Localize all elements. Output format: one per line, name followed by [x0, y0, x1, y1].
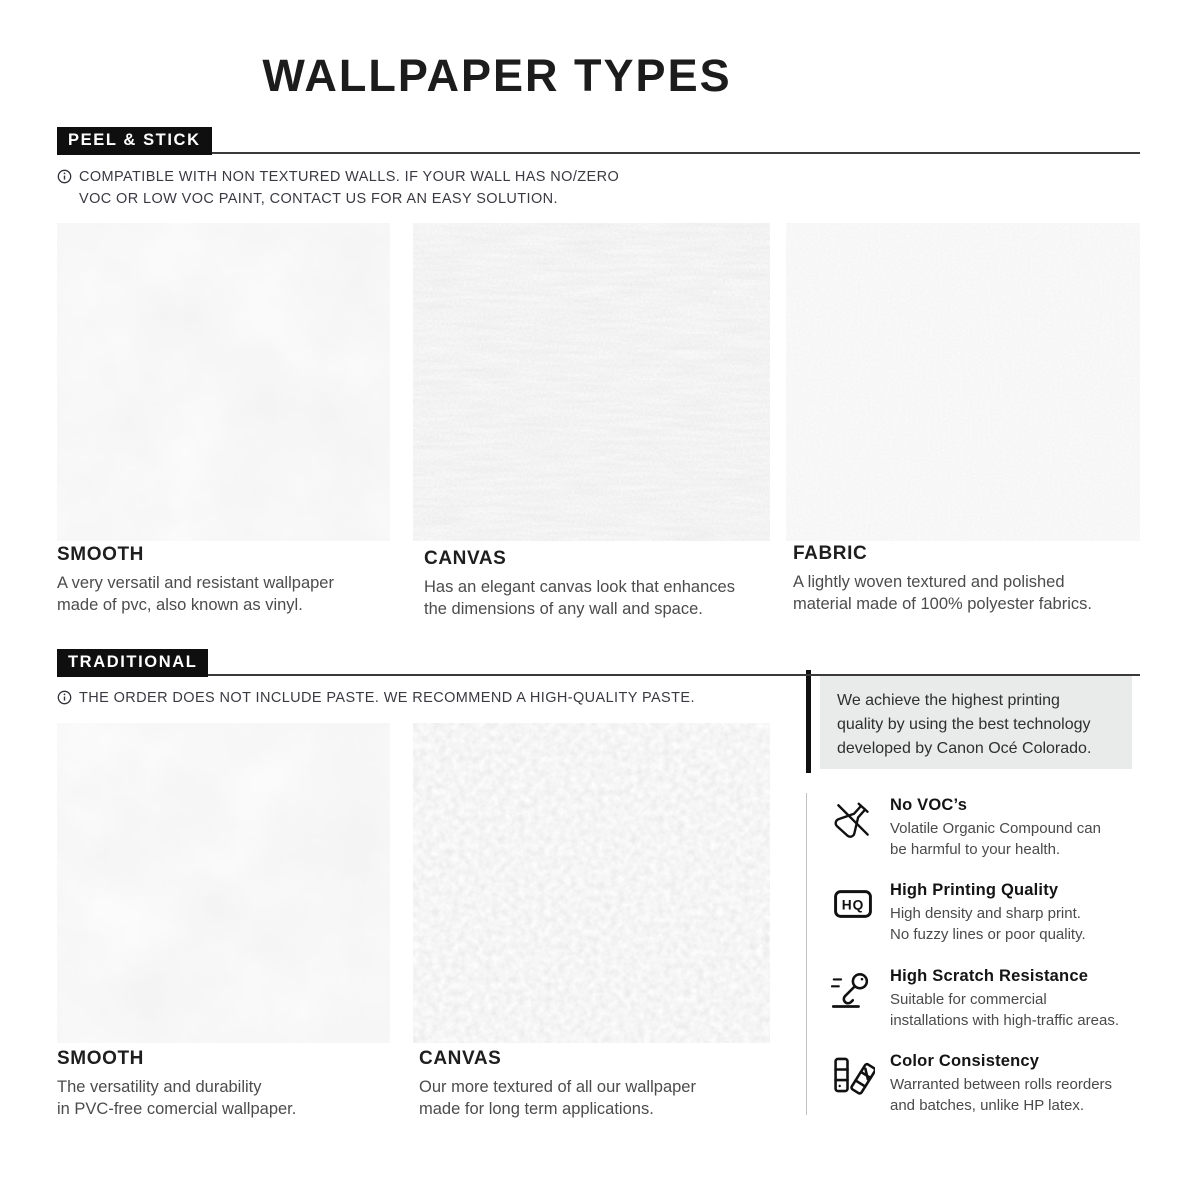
caption-fabric-peel-stick: [793, 543, 1140, 616]
page-title: WALLPAPER TYPES: [262, 50, 732, 101]
caption-canvas-peel-stick: [424, 548, 770, 621]
swatch-description: The versatility and durability in PVC-free comercial wallpaper.: [57, 1078, 297, 1118]
swatch-description: A very versatil and resistant wallpaper made of pvc, also known as vinyl.: [57, 574, 334, 614]
feature-description: Suitable for commercial installations with high-traffic areas.: [890, 991, 1119, 1029]
feature-description: Warranted between rolls reorders and batches, unlike HP latex.: [890, 1076, 1113, 1114]
traditional-note: [57, 688, 695, 713]
feature-high-scratch-resistance: [831, 967, 1143, 1031]
swatch-description: Has an elegant canvas look that enhances the dimensions of any wall and space.: [424, 578, 735, 618]
quote-accent-bar: [806, 670, 811, 773]
feature-description: Volatile Organic Compound can be harmful to your health.: [890, 820, 1101, 858]
caption-smooth-peel-stick: [57, 544, 390, 617]
feature-title: Color Consistency: [890, 1052, 1040, 1070]
swatch-name: FABRIC: [793, 543, 868, 564]
swatch-name: SMOOTH: [57, 1048, 144, 1069]
hq-badge-icon: [831, 882, 875, 945]
swatch-smooth-peel-stick: [57, 223, 390, 541]
swatch-fabric-peel-stick: [786, 223, 1140, 541]
swatch-name: CANVAS: [419, 1048, 502, 1069]
note-text: THE ORDER DOES NOT INCLUDE PASTE. WE RECOMMEND A HIGH-QUALITY PASTE.: [79, 690, 695, 706]
printing-quality-quote: We achieve the highest printing quality by using the best technology developed by Canon Océ Colorado.: [820, 676, 1132, 769]
note-text: COMPATIBLE WITH NON TEXTURED WALLS. IF YOUR WALL HAS NO/ZERO VOC OR LOW VOC PAINT, CONTACT US FOR AN EASY SOLUTION.: [79, 169, 620, 207]
info-icon: [57, 169, 72, 211]
swatch-description: Our more textured of all our wallpaper made for long term applications.: [419, 1078, 696, 1118]
color-swatchbook-icon: [831, 1053, 875, 1116]
feature-title: High Scratch Resistance: [890, 967, 1089, 985]
traditional-rule: [57, 674, 1140, 676]
feature-description: High density and sharp print. No fuzzy lines or poor quality.: [890, 905, 1086, 943]
features-rail: [806, 793, 807, 1115]
swatch-canvas-peel-stick: [413, 223, 770, 541]
section-tag-peel-stick: PEEL & STICK: [57, 127, 212, 155]
swatch-canvas-traditional: [413, 723, 770, 1043]
peel-stick-note: [57, 167, 619, 211]
feature-text: [890, 881, 1086, 945]
info-icon: [57, 690, 72, 713]
feature-no-voc: [831, 796, 1143, 860]
caption-smooth-traditional: [57, 1048, 390, 1121]
section-tag-traditional: TRADITIONAL: [57, 649, 208, 677]
svg-text:HQ: HQ: [841, 897, 865, 913]
swatch-smooth-traditional: [57, 723, 390, 1043]
feature-title: No VOC’s: [890, 796, 968, 814]
swatch-name: SMOOTH: [57, 544, 144, 565]
swatch-description: A lightly woven textured and polished material made of 100% polyester fabrics.: [793, 573, 1092, 613]
feature-color-consistency: [831, 1052, 1143, 1116]
no-voc-flask-icon: [831, 797, 875, 860]
caption-canvas-traditional: [419, 1048, 770, 1121]
peel-stick-rule: [57, 152, 1140, 154]
feature-text: [890, 1052, 1112, 1116]
scratched-key-icon: [831, 968, 875, 1031]
feature-high-printing-quality: [831, 881, 1143, 945]
feature-title: High Printing Quality: [890, 881, 1059, 899]
feature-text: [890, 796, 1101, 860]
feature-text: [890, 967, 1119, 1031]
swatch-name: CANVAS: [424, 548, 507, 569]
